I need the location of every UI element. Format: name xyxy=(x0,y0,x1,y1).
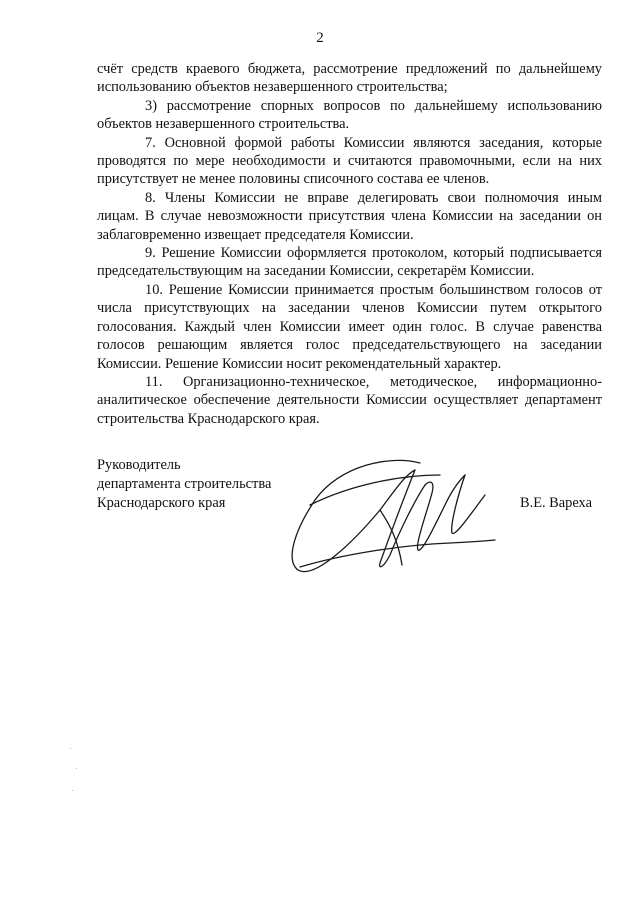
scan-speck xyxy=(70,748,71,749)
paragraph-9: 9. Решение Комиссии оформляется протоколом, который подписывается председательствующим на заседании Комиссии, секретарём Комиссии. xyxy=(97,245,602,280)
paragraph-item-3: 3) рассмотрение спорных вопросов по дальнейшему использованию объектов незавершенного строительства. xyxy=(97,97,602,133)
scan-speck xyxy=(76,768,77,769)
signatory-title xyxy=(97,456,271,513)
paragraph-10: 10. Решение Комиссии принимается простым большинством голосов от числа присутствующих на заседании членов Комиссии путем открытого голосования. Каждый член Комиссии имеет один голос. В случае равенства голосов решающим является голос председательствующего на заседании Комиссии. Решение Комиссии носит рекомендательный характер. xyxy=(97,281,602,372)
paragraph-continuation: счёт средств краевого бюджета, рассмотрение предложений по дальнейшему использованию объектов незавершенного строительства; xyxy=(97,61,602,96)
signatory-title-line-3: Краснодарского края xyxy=(97,495,226,511)
paragraph-11: 11. Организационно-техническое, методическое, информационно-аналитическое обеспечение деятельности Комиссии осуществляет департамент строительства Краснодарского края. xyxy=(97,373,602,427)
scan-speck xyxy=(72,790,73,791)
signatory-title-line-2: департамента строительства xyxy=(97,476,272,492)
signatory-title-line-1: Руководитель xyxy=(97,457,181,473)
document-body xyxy=(97,60,602,428)
signatory-name: В.Е. Вареха xyxy=(520,495,592,511)
paragraph-7: 7. Основной формой работы Комиссии являются заседания, которые проводятся по мере необходимости и считаются правомочными, если на них присутствует не менее половины списочного состава ее членов. xyxy=(97,134,602,188)
page-number: 2 xyxy=(316,30,324,46)
handwritten-signature-icon xyxy=(280,445,505,595)
paragraph-8: 8. Члены Комиссии не вправе делегировать свои полномочия иным лицам. В случае невозможности присутствия члена Комиссии на заседании он заблаговременно извещает председателя Комиссии. xyxy=(97,189,602,243)
